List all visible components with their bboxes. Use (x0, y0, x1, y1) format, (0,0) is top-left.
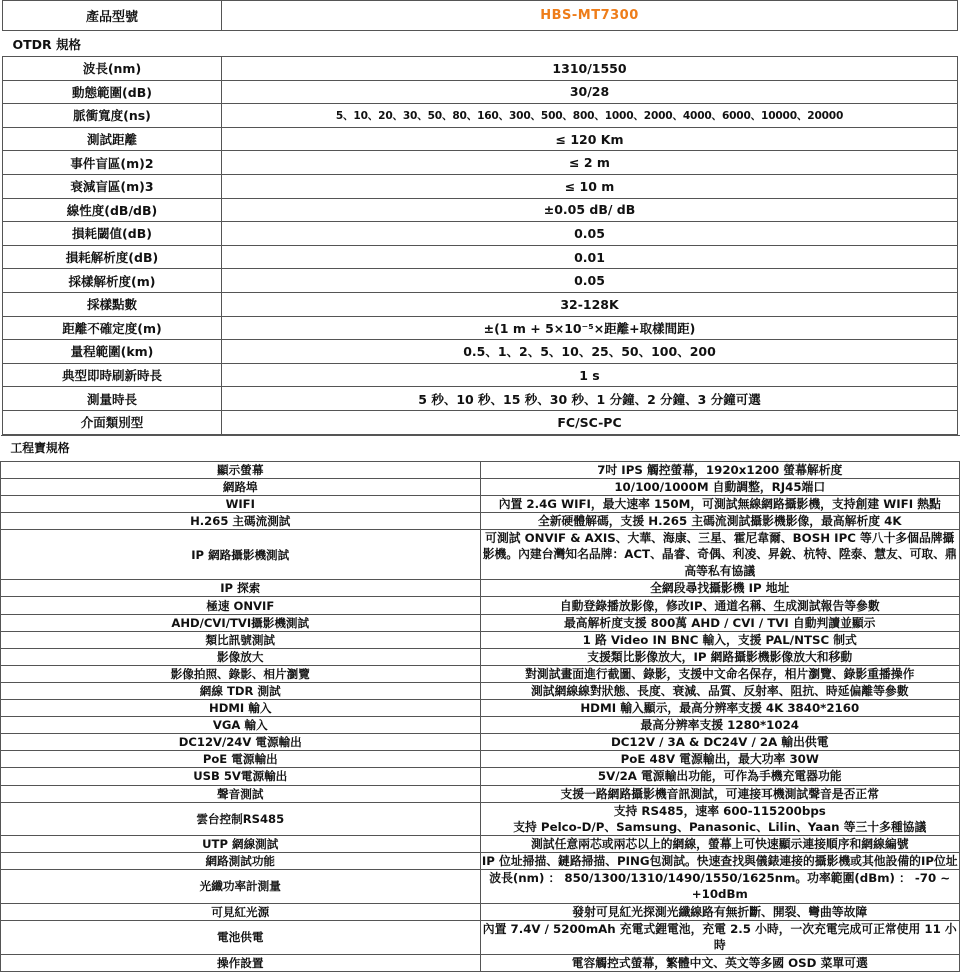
spec-value: ≤ 10 m (222, 174, 958, 198)
spec-label: 網線 TDR 測試 (1, 682, 481, 699)
spec-value: 支援類比影像放大，IP 網路攝影機影像放大和移動 (480, 648, 960, 665)
spec-label: AHD/CVI/TVI攝影機測試 (1, 614, 481, 631)
spec-label: 損耗解析度(dB) (3, 245, 222, 269)
spec-label: 典型即時刷新時長 (3, 363, 222, 387)
table-row (1, 495, 960, 512)
spec-label: 事件盲區(m)2 (3, 151, 222, 175)
spec-value: 發射可見紅光探測光纖線路有無折斷、開裂、彎曲等故障 (480, 903, 960, 920)
spec-label: PoE 電源輸出 (1, 751, 481, 768)
table-row (3, 198, 958, 222)
table-row (3, 245, 958, 269)
spec-value: 30/28 (222, 80, 958, 104)
table-row (3, 340, 958, 364)
table-row (3, 316, 958, 340)
table-row (1, 682, 960, 699)
spec-value: 0.05 (222, 222, 958, 246)
table-row (1, 734, 960, 751)
table-row (1, 461, 960, 478)
model-value: HBS-MT7300 (222, 1, 958, 31)
spec-value: ≤ 120 Km (222, 127, 958, 151)
engineering-spec-table (0, 435, 960, 972)
table-row (3, 57, 958, 81)
spec-value: 32-128K (222, 292, 958, 316)
spec-label: 影像拍照、錄影、相片瀏覽 (1, 665, 481, 682)
spec-value: 對測試畫面進行截圖、錄影，支援中文命名保存，相片瀏覽、錄影重播操作 (480, 665, 960, 682)
spec-label: WIFI (1, 495, 481, 512)
spec-label: 網路埠 (1, 478, 481, 495)
model-row (3, 1, 958, 31)
table-row (1, 512, 960, 529)
spec-value: IP 位址掃描、鏈路掃描、PING包測試。快速查找與儀錶連接的攝影機或其他設備的IP位址 (481, 853, 958, 868)
spec-label: H.265 主碼流測試 (1, 512, 481, 529)
spec-value: ±0.05 dB/ dB (222, 198, 958, 222)
spec-label: IP 網路攝影機測試 (1, 529, 481, 580)
spec-label: 介面類別型 (3, 410, 222, 434)
spec-value: HDMI 輸入顯示，最高分辨率支援 4K 3840*2160 (480, 700, 960, 717)
spec-label: 距離不確定度(m) (3, 316, 222, 340)
spec-value: DC12V / 3A & DC24V / 2A 輸出供電 (480, 734, 960, 751)
table-row (1, 751, 960, 768)
spec-value: 支援一路網路攝影機音訊測試，可連接耳機測試聲音是否正常 (480, 785, 960, 802)
spec-label: UTP 網線測試 (1, 835, 481, 852)
table-row (1, 614, 960, 631)
spec-value: 自動登錄播放影像，修改IP、通道名稱、生成測試報告等參數 (480, 597, 960, 614)
table-row (1, 529, 960, 580)
spec-label: 脈衝寬度(ns) (3, 104, 222, 128)
table-row (3, 127, 958, 151)
table-row (1, 478, 960, 495)
spec-value: 全新硬體解碼，支援 H.265 主碼流測試攝影機影像，最高解析度 4K (480, 512, 960, 529)
table-row (3, 104, 958, 128)
spec-value: 可測試 ONVIF & AXIS、大華、海康、三星、霍尼韋爾、BOSH IPC 等八十多個品牌攝影機。內建台灣知名品牌：ACT、晶睿、奇偶、利凌、昇銳、杭特、陞泰、慧友、可取、鼎高等私有協議 (480, 529, 960, 580)
spec-label: USB 5V電源輸出 (1, 768, 481, 785)
spec-value: 電容觸控式螢幕，繁體中文、英文等多國 OSD 菜單可選 (480, 954, 960, 971)
spec-label: DC12V/24V 電源輸出 (1, 734, 481, 751)
spec-label: 衰減盲區(m)3 (3, 174, 222, 198)
spec-label: 聲音測試 (1, 785, 481, 802)
spec-label: HDMI 輸入 (1, 700, 481, 717)
spec-value: FC/SC-PC (222, 410, 958, 434)
table-row (1, 920, 960, 954)
table-row (1, 768, 960, 785)
spec-value: 測試網線線對狀態、長度、衰減、品質、反射率、阻抗、時延偏離等參數 (480, 682, 960, 699)
table-row (1, 631, 960, 648)
spec-label: 網路測試功能 (1, 852, 481, 869)
spec-label: 測試距離 (3, 127, 222, 151)
spec-value: 波長(nm) ： 850/1300/1310/1490/1550/1625nm。功率範圍(dBm) ： -70 ~ +10dBm (480, 869, 960, 903)
engineering-section-row (1, 435, 960, 461)
spec-label: 雲台控制RS485 (1, 802, 481, 835)
spec-label: IP 探索 (1, 580, 481, 597)
table-row (1, 869, 960, 903)
table-row (3, 292, 958, 316)
table-row (1, 954, 960, 971)
table-row (1, 700, 960, 717)
spec-label: 可見紅光源 (1, 903, 481, 920)
spec-value: 最高解析度支援 800萬 AHD / CVI / TVI 自動判讀並顯示 (480, 614, 960, 631)
otdr-section-row (3, 31, 958, 57)
spec-label: 光纖功率計測量 (1, 869, 481, 903)
spec-value: 內置 7.4V / 5200mAh 充電式鋰電池，充電 2.5 小時，一次充電完成可正常使用 11 小時 (480, 920, 960, 954)
spec-value: 1 路 Video IN BNC 輸入，支援 PAL/NTSC 制式 (480, 631, 960, 648)
table-row (3, 80, 958, 104)
spec-value: 全網段尋找攝影機 IP 地址 (480, 580, 960, 597)
spec-value: 10/100/1000M 自動調整，RJ45端口 (480, 478, 960, 495)
spec-value: 1310/1550 (222, 57, 958, 81)
spec-label: 操作設置 (1, 954, 481, 971)
otdr-section-title: OTDR 規格 (3, 31, 958, 57)
spec-label: VGA 輸入 (1, 717, 481, 734)
table-row (1, 665, 960, 682)
spec-label: 電池供電 (1, 920, 481, 954)
engineering-section-title: 工程寶規格 (1, 435, 960, 461)
table-row (1, 580, 960, 597)
spec-value: 0.5、1、2、5、10、25、50、100、200 (222, 340, 958, 364)
table-row (1, 648, 960, 665)
spec-value: PoE 48V 電源輸出，最大功率 30W (480, 751, 960, 768)
spec-label: 量程範圍(km) (3, 340, 222, 364)
spec-label: 採樣解析度(m) (3, 269, 222, 293)
table-row (1, 852, 960, 869)
spec-label: 類比訊號測試 (1, 631, 481, 648)
otdr-spec-table (2, 0, 958, 435)
spec-label: 採樣點數 (3, 292, 222, 316)
table-row (3, 269, 958, 293)
spec-value: 5 秒、10 秒、15 秒、30 秒、1 分鐘、2 分鐘、3 分鐘可選 (222, 387, 958, 411)
spec-value: ≤ 2 m (222, 151, 958, 175)
spec-label: 波長(nm) (3, 57, 222, 81)
model-label: 產品型號 (3, 1, 222, 31)
spec-label: 線性度(dB/dB) (3, 198, 222, 222)
spec-value (480, 802, 960, 835)
spec-label: 顯示螢幕 (1, 461, 481, 478)
spec-value: 7吋 IPS 觸控螢幕，1920x1200 螢幕解析度 (480, 461, 960, 478)
table-row (1, 802, 960, 835)
spec-value: 5、10、20、30、50、80、160、300、500、800、1000、2000、4000、6000、10000、20000 (222, 104, 958, 128)
table-row (1, 717, 960, 734)
spec-value: 5V/2A 電源輸出功能，可作為手機充電器功能 (480, 768, 960, 785)
spec-label: 極速 ONVIF (1, 597, 481, 614)
table-row (1, 903, 960, 920)
table-row (3, 363, 958, 387)
spec-value: ±(1 m + 5×10⁻⁵×距離+取樣間距) (222, 316, 958, 340)
table-row (1, 785, 960, 802)
spec-value-line: 支持 Pelco-D/P、Samsung、Panasonic、Lilin、Yaan 等三十多種協議 (513, 819, 927, 834)
table-row (3, 222, 958, 246)
table-row (3, 410, 958, 434)
spec-label: 測量時長 (3, 387, 222, 411)
table-row (1, 835, 960, 852)
spec-label: 損耗閾值(dB) (3, 222, 222, 246)
table-row (3, 151, 958, 175)
spec-value: 0.05 (222, 269, 958, 293)
table-row (3, 174, 958, 198)
table-row (3, 387, 958, 411)
spec-value: 最高分辨率支援 1280*1024 (480, 717, 960, 734)
spec-value-line: 支持 RS485，速率 600-115200bps (613, 803, 826, 818)
table-row (1, 597, 960, 614)
spec-value: 0.01 (222, 245, 958, 269)
spec-label: 影像放大 (1, 648, 481, 665)
spec-value: 1 s (222, 363, 958, 387)
spec-label: 動態範圍(dB) (3, 80, 222, 104)
spec-value: 內置 2.4G WIFI，最大速率 150M，可測試無線網路攝影機，支持創建 WIFI 熱點 (480, 495, 960, 512)
spec-value: 測試任意兩芯或兩芯以上的網線，螢幕上可快速顯示連接順序和網線編號 (480, 835, 960, 852)
